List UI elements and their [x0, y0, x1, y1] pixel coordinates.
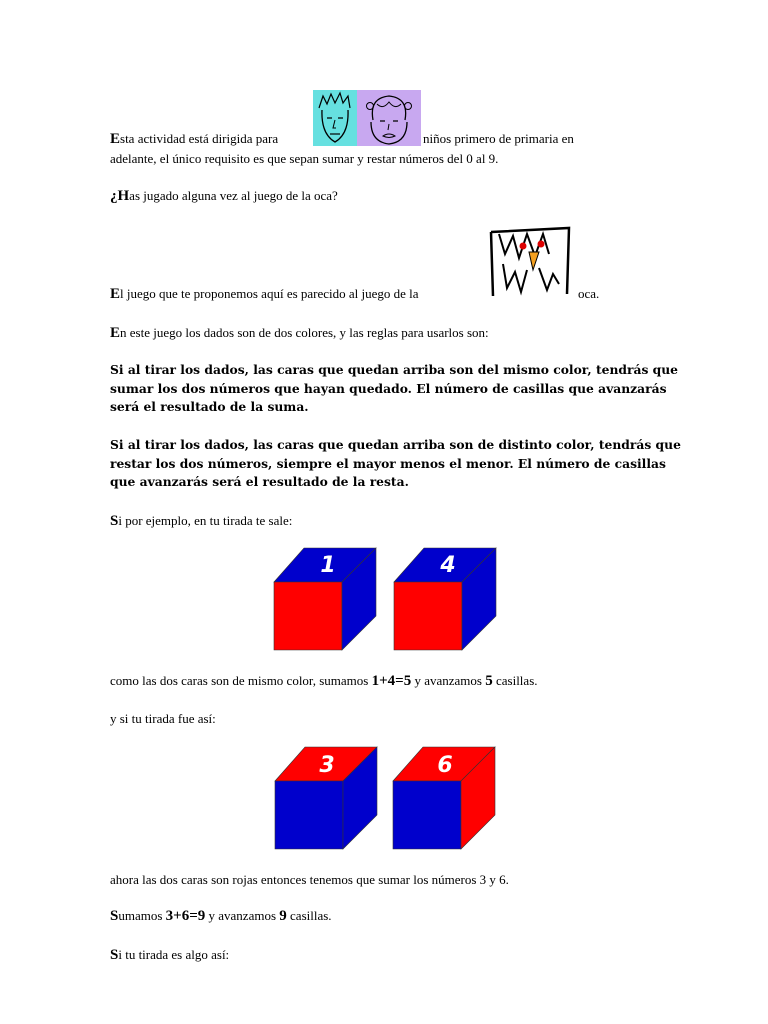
- rule-different-color: Si al tirar los dados, las caras que quedan arriba son de distinto color, tendrás que restar los dos números, siempre el mayor menos el menor. El número de casillas que avanzarás será el resultado de la resta.: [110, 437, 681, 489]
- die-number: 4: [440, 553, 456, 578]
- sum-explanation-1: como las dos caras son de mismo color, sumamos 1+4=5 y avanzamos 5 casillas.: [110, 673, 538, 689]
- die-4: [394, 548, 496, 650]
- die-number: 3: [319, 753, 335, 778]
- goose-paragraph-tail: oca.: [578, 286, 600, 301]
- third-roll-intro: Si tu tirada es algo así:: [110, 947, 230, 963]
- die-number: 6: [437, 753, 453, 778]
- dice-pair-example-2: [273, 745, 499, 851]
- dice-pair-example-1: [272, 546, 498, 652]
- question-paragraph: ¿Has jugado alguna vez al juego de la oca?: [110, 188, 338, 204]
- die-6: [393, 747, 495, 849]
- rules-intro: En este juego los dados son de dos colores, y las reglas para usarlos son:: [110, 325, 489, 341]
- girl-face-icon: [357, 90, 421, 146]
- rule-same-color: Si al tirar los dados, las caras que quedan arriba son del mismo color, tendrás que sumar los dos números que hayan quedado. El número de casillas que avanzarás será el resultado de la suma.: [110, 362, 679, 414]
- sum-explanation-2: ahora las dos caras son rojas entonces tenemos que sumar los números 3 y 6.: [110, 872, 509, 887]
- example-intro: Si por ejemplo, en tu tirada te sale:: [110, 513, 293, 529]
- intro-line-1: Esta actividad está dirigida para: [110, 131, 279, 147]
- goose-paragraph: El juego que te proponemos aquí es parecido al juego de la: [110, 286, 419, 302]
- sum-result-2: Sumamos 3+6=9 y avanzamos 9 casillas.: [110, 908, 332, 924]
- second-roll-intro: y si tu tirada fue así:: [110, 711, 216, 726]
- die-number: 1: [320, 553, 336, 578]
- boy-face-icon: [313, 90, 357, 146]
- goose-drawing-icon: [485, 224, 575, 300]
- intro-line-2: adelante, el único requisito es que sepan sumar y restar números del 0 al 9.: [110, 151, 499, 166]
- intro-line-1-tail: niños primero de primaria en: [423, 131, 574, 146]
- children-faces-image: [313, 90, 421, 146]
- die-1: [274, 548, 376, 650]
- die-3: [275, 747, 377, 849]
